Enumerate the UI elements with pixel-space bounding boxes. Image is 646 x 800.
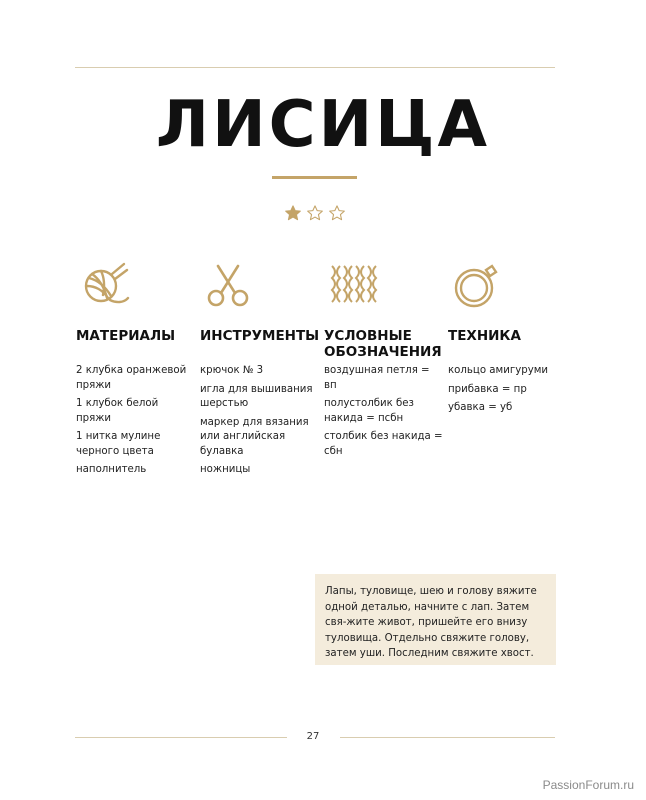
knit-stitches-icon xyxy=(328,262,378,310)
tools-heading: ИНСТРУМЕНТЫ xyxy=(200,328,320,344)
yarn-ball-icon xyxy=(80,262,130,310)
star-outline-icon xyxy=(306,204,324,222)
bottom-divider-right xyxy=(340,737,555,738)
list-item: крючок № 3 xyxy=(200,365,264,376)
list-item: наполнитель xyxy=(76,464,147,475)
legend-column xyxy=(324,262,444,463)
list-item: 1 нитка мулине черного цвета xyxy=(76,431,161,457)
list-item: прибавка = пр xyxy=(448,383,527,395)
list-item: игла для вышивания шерстью xyxy=(200,383,313,409)
legend-list xyxy=(324,364,444,459)
star-filled-icon xyxy=(284,204,302,222)
list-item: 2 клубка оранжевой пряжи xyxy=(76,365,187,391)
instructions-note: Лапы, туловище, шею и голову вяжите одной деталью, начните с лап. Затем свя-жите живот, пришейте его внизу туловища. Отдельно свяжите голову, затем уши. Последним свяжите хвост. xyxy=(315,574,556,665)
bottom-divider-left xyxy=(75,737,287,738)
list-item: воздушная петля = вп xyxy=(324,365,430,391)
page-title: ЛИСИЦА xyxy=(155,88,491,162)
title-underline xyxy=(272,176,357,179)
tools-list xyxy=(200,364,320,478)
list-item: кольцо амигуруми xyxy=(448,365,549,376)
materials-column xyxy=(76,262,196,482)
list-item: 1 клубок белой пряжи xyxy=(76,398,159,424)
scissors-icon xyxy=(204,262,254,310)
list-item: столбик без накида = сбн xyxy=(324,431,443,457)
star-outline-icon xyxy=(328,204,346,222)
watermark: PassionForum.ru xyxy=(542,778,634,792)
tools-column xyxy=(200,262,320,482)
difficulty-rating xyxy=(284,204,346,222)
page-number: 27 xyxy=(306,731,320,742)
list-item: убавка = уб xyxy=(448,402,513,413)
list-item: ножницы xyxy=(200,464,251,475)
list-item: маркер для вязания или английская булавка xyxy=(200,416,309,457)
technique-heading: ТЕХНИКА xyxy=(448,328,521,344)
list-item: полустолбик без накида = псбн xyxy=(324,398,414,424)
technique-column xyxy=(448,262,568,420)
amigurumi-ring-icon xyxy=(452,262,502,310)
technique-list xyxy=(448,364,568,416)
materials-list xyxy=(76,364,196,478)
top-divider xyxy=(75,67,555,68)
materials-heading: МАТЕРИАЛЫ xyxy=(76,328,176,344)
legend-heading: УСЛОВНЫЕ ОБОЗНАЧЕНИЯ xyxy=(324,328,442,360)
